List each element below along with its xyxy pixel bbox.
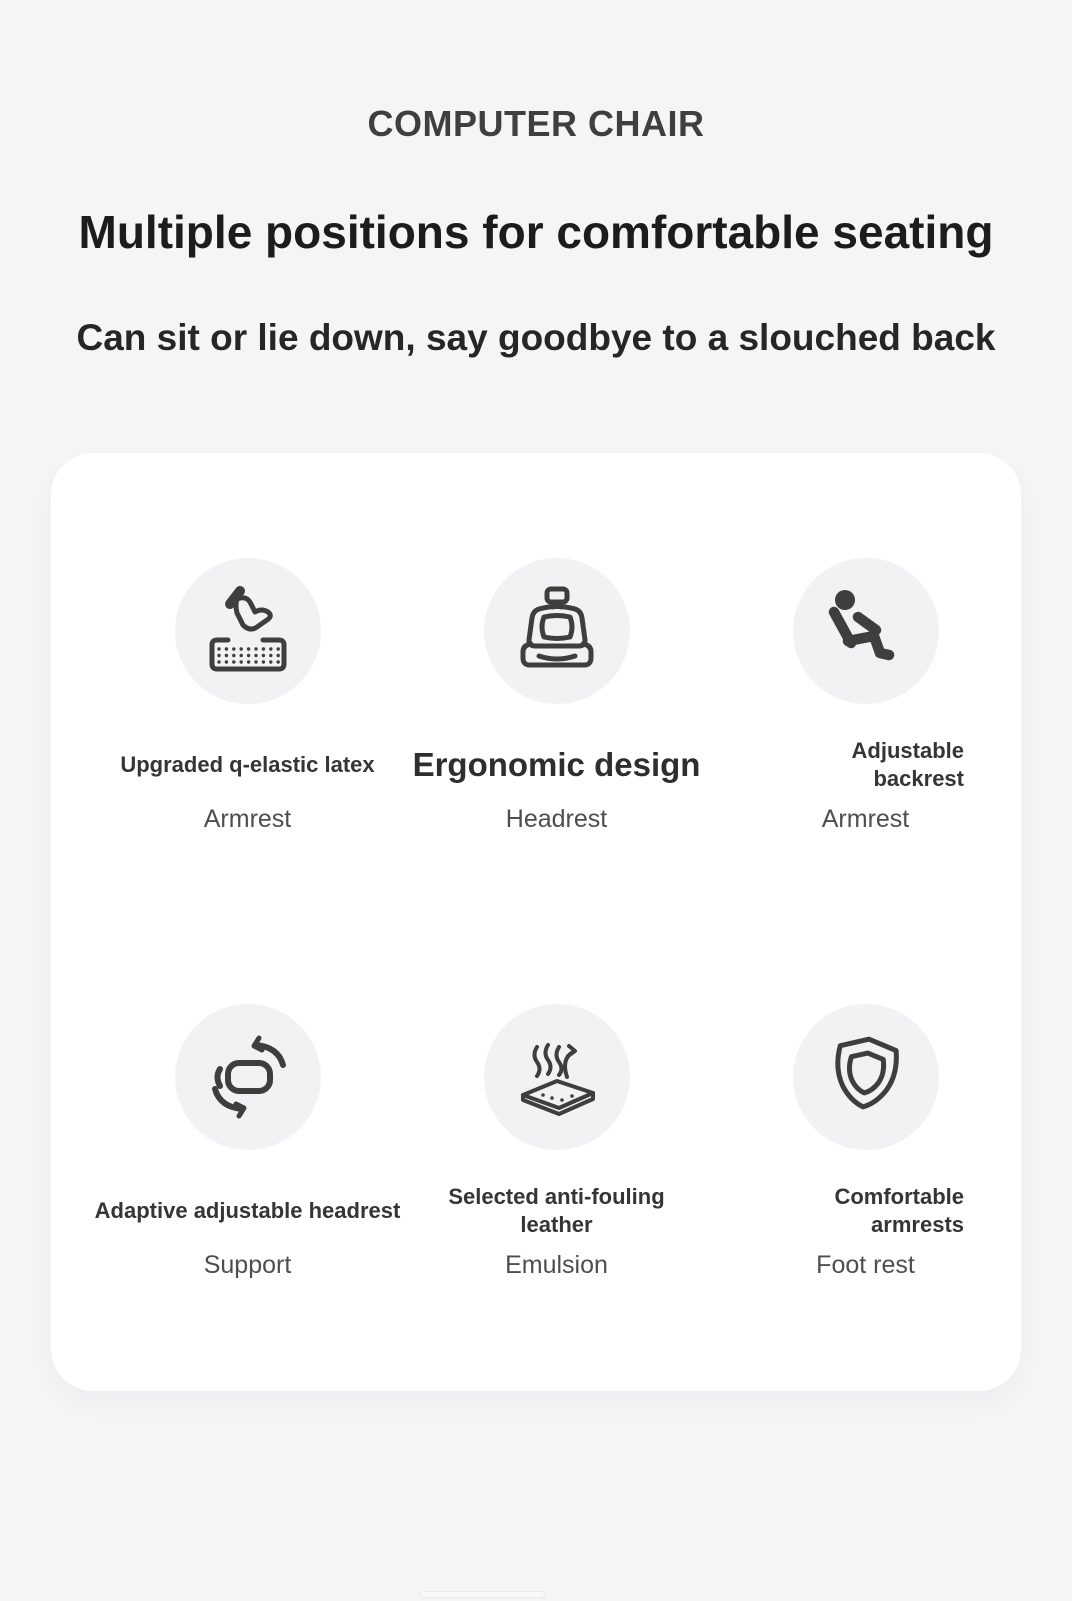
brand-title: COMPUTER CHAIR — [367, 103, 705, 144]
page-subtitle: Can sit or lie down, say goodbye to a slouched back — [76, 317, 996, 359]
ergonomic-seat-icon — [509, 583, 605, 679]
home-indicator-bar — [420, 1591, 545, 1598]
feature-subtitle: Emulsion — [505, 1250, 608, 1279]
feature-title: Selected anti-fouling leather — [448, 1183, 665, 1237]
feature-title: Adjustable backrest — [851, 737, 964, 791]
feature-title: Adaptive adjustable headrest — [94, 1197, 401, 1223]
feature-subtitle: Armrest — [203, 804, 292, 833]
feature-grid — [93, 558, 1021, 1280]
feature-cell-leather — [402, 1004, 711, 1280]
feature-card — [51, 453, 1021, 1391]
feature-cell-latex — [93, 558, 402, 834]
rotate-headrest-icon — [200, 1029, 296, 1125]
feature-cell-armrests — [711, 1004, 1020, 1280]
shield-icon — [818, 1029, 914, 1125]
icon-circle — [175, 1004, 321, 1150]
feature-cell-ergonomic — [402, 558, 711, 834]
feature-title: Comfortable armrests — [834, 1183, 964, 1237]
leather-layers-icon — [509, 1029, 605, 1125]
recline-backrest-icon — [818, 583, 914, 679]
feature-subtitle: Support — [203, 1250, 292, 1279]
feature-title: Ergonomic design — [412, 745, 701, 783]
page-title: Multiple positions for comfortable seating — [78, 206, 994, 259]
hand-press-latex-icon — [200, 583, 296, 679]
feature-title: Upgraded q-elastic latex — [120, 751, 375, 777]
icon-circle — [175, 558, 321, 704]
icon-circle — [793, 558, 939, 704]
feature-cell-backrest — [711, 558, 1020, 834]
feature-cell-headrest — [93, 1004, 402, 1280]
feature-subtitle: Armrest — [821, 804, 910, 833]
icon-circle — [484, 558, 630, 704]
feature-subtitle: Foot rest — [816, 1250, 915, 1279]
icon-circle — [484, 1004, 630, 1150]
icon-circle — [793, 1004, 939, 1150]
feature-subtitle: Headrest — [505, 804, 608, 833]
